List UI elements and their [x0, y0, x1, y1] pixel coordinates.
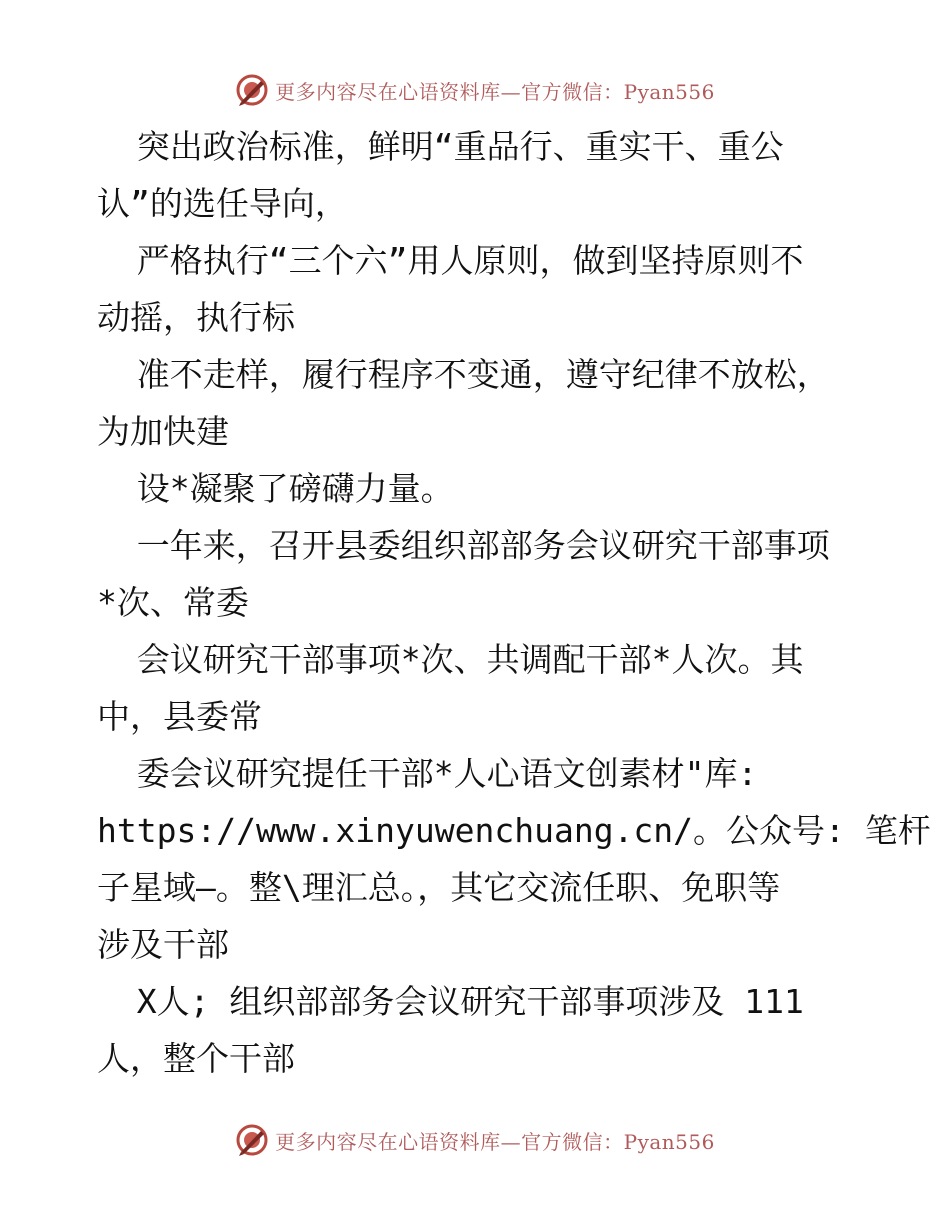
- pen-in-circle-logo-icon: [235, 73, 269, 107]
- body-line: 为加快建: [97, 412, 229, 451]
- body-line: X人; 组织部部务会议研究干部事项涉及 111: [97, 982, 804, 1021]
- body-line: 人，整个干部: [97, 1039, 295, 1078]
- body-line: 突出政治标准，鲜明“重品行、重实干、重公: [97, 127, 784, 166]
- body-line: 动摇，执行标: [97, 298, 295, 337]
- body-line: 子星域—。整\理汇总。，其它交流任职、免职等: [97, 868, 781, 907]
- body-line: 设*凝聚了磅礴力量。: [97, 469, 454, 508]
- header-banner-text: 更多内容尽在心语资料库—官方微信：Pyan556: [275, 79, 715, 104]
- body-line: 会议研究干部事项*次、共调配干部*人次。其: [97, 640, 804, 679]
- body-line: https://www.xinyuwenchuang.cn/。公众号: 笔杆: [97, 811, 931, 850]
- body-line: 中，县委常: [97, 697, 262, 736]
- footer-watermark-banner: [0, 1120, 950, 1160]
- body-line: 一年来，召开县委组织部部务会议研究干部事项: [97, 526, 830, 565]
- footer-banner-text: 更多内容尽在心语资料库—官方微信：Pyan556: [275, 1129, 715, 1154]
- body-line: 准不走样，履行程序不变通，遵守纪律不放松，: [97, 355, 830, 394]
- pen-in-circle-logo-icon: [235, 1123, 269, 1157]
- body-line: 委会议研究提任干部*人心语文创素材"库:: [97, 754, 758, 793]
- body-line: 涉及干部: [97, 925, 229, 964]
- document-body: [97, 118, 931, 1087]
- body-line: 严格执行“三个六”用人原则，做到坚持原则不: [97, 241, 804, 280]
- header-watermark-banner: [0, 70, 950, 110]
- body-line: 认”的选任导向，: [97, 184, 348, 223]
- body-line: *次、常委: [97, 583, 249, 622]
